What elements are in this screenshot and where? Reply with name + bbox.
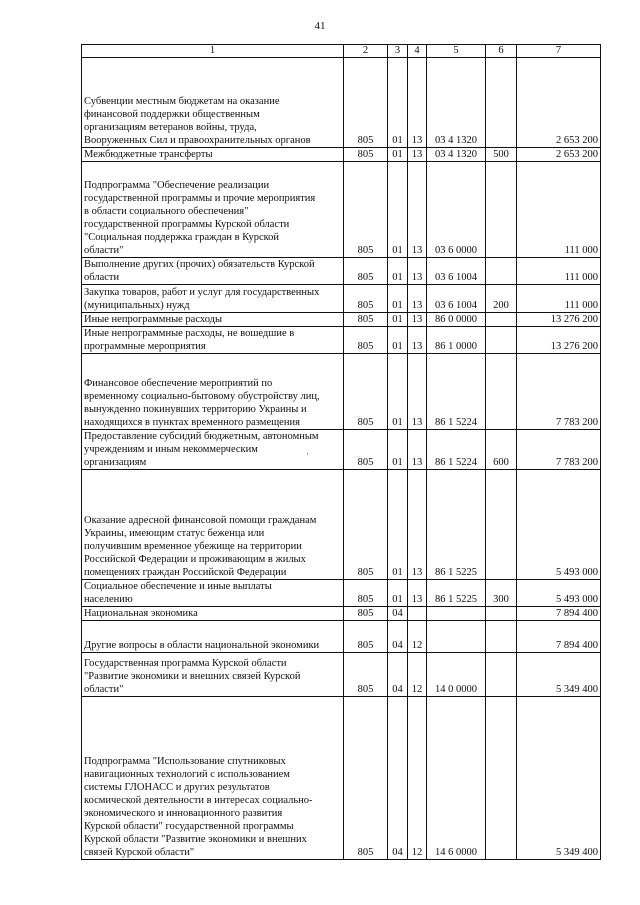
target-article-cell: 86 1 5225 (427, 470, 486, 580)
subsection-code-cell: 13 (408, 313, 427, 327)
target-article-cell: 86 1 5224 (427, 354, 486, 430)
table-row (82, 258, 601, 285)
subsection-code-cell: 13 (408, 148, 427, 162)
table-row (82, 580, 601, 607)
admin-code-cell: 805 (344, 653, 388, 697)
column-header: 7 (517, 45, 601, 58)
admin-code-cell: 805 (344, 258, 388, 285)
amount-cell: 13 276 200 (517, 327, 601, 354)
row-name-cell: Подпрограмма "Обеспечение реализации государственной программы и прочие мероприятия в области социального обеспечения" государственной программы Курской области "Социальная поддержка граждан в Курской области" (82, 162, 344, 258)
target-article-cell: 14 6 0000 (427, 697, 486, 860)
subsection-code-cell: 13 (408, 580, 427, 607)
target-article-cell (427, 607, 486, 621)
row-name-cell: Межбюджетные трансферты (82, 148, 344, 162)
column-header: 5 (427, 45, 486, 58)
admin-code-cell: 805 (344, 58, 388, 148)
column-header: 6 (486, 45, 517, 58)
expense-type-cell: 500 (486, 148, 517, 162)
table-row (82, 470, 601, 580)
target-article-cell: 86 0 0000 (427, 313, 486, 327)
section-code-cell: 04 (388, 621, 408, 653)
table-row (82, 285, 601, 313)
amount-cell: 13 276 200 (517, 313, 601, 327)
expense-type-cell: 300 (486, 580, 517, 607)
expense-type-cell (486, 607, 517, 621)
target-article-cell: 03 6 0000 (427, 162, 486, 258)
target-article-cell: 14 0 0000 (427, 653, 486, 697)
amount-cell: 111 000 (517, 162, 601, 258)
table-row (82, 327, 601, 354)
admin-code-cell: 805 (344, 148, 388, 162)
amount-cell: 111 000 (517, 258, 601, 285)
admin-code-cell: 805 (344, 327, 388, 354)
subsection-code-cell: 13 (408, 470, 427, 580)
section-code-cell: 01 (388, 470, 408, 580)
target-article-cell (427, 621, 486, 653)
expense-type-cell (486, 470, 517, 580)
section-code-cell: 01 (388, 58, 408, 148)
row-name-cell: Подпрограмма "Использование спутниковых навигационных технологий с использованием системы ГЛОНАСС и других результатов космической деятельности в интересах социально- экономического и инновационного развития Курской области" государственной программы Курской области "Развитие экономики и внешних связей Курской области" (82, 697, 344, 860)
amount-cell: 7 783 200 (517, 354, 601, 430)
amount-cell: 2 653 200 (517, 58, 601, 148)
table-row (82, 58, 601, 148)
section-code-cell: 01 (388, 162, 408, 258)
subsection-code-cell: 13 (408, 162, 427, 258)
admin-code-cell: 805 (344, 470, 388, 580)
expense-type-cell (486, 258, 517, 285)
amount-cell: 7 894 400 (517, 621, 601, 653)
row-name-cell: Иные непрограммные расходы (82, 313, 344, 327)
row-name-cell: Оказание адресной финансовой помощи гражданам Украины, имеющим статус беженца или получившим временное убежище на территории Российской Федерации и проживающим в жилых помещениях граждан Российской Федерации (82, 470, 344, 580)
section-code-cell: 01 (388, 258, 408, 285)
amount-cell: 111 000 (517, 285, 601, 313)
header-row (82, 45, 601, 58)
admin-code-cell: 805 (344, 162, 388, 258)
admin-code-cell: 805 (344, 697, 388, 860)
row-name-cell: Финансовое обеспечение мероприятий по временному социально-бытовому обустройству лиц, вынужденно покинувших территорию Украины и находящихся в пунктах временного размещения (82, 354, 344, 430)
table-row (82, 607, 601, 621)
expense-type-cell (486, 621, 517, 653)
table-row (82, 162, 601, 258)
column-header: 3 (388, 45, 408, 58)
target-article-cell: 86 1 5224 (427, 430, 486, 470)
row-name-cell: Закупка товаров, работ и услуг для государственных (муниципальных) нужд (82, 285, 344, 313)
expense-type-cell (486, 354, 517, 430)
subsection-code-cell (408, 607, 427, 621)
section-code-cell: 01 (388, 327, 408, 354)
subsection-code-cell: 13 (408, 285, 427, 313)
target-article-cell: 03 4 1320 (427, 148, 486, 162)
amount-cell: 2 653 200 (517, 148, 601, 162)
section-code-cell: 04 (388, 607, 408, 621)
section-code-cell: 04 (388, 653, 408, 697)
section-code-cell: 04 (388, 697, 408, 860)
subsection-code-cell: 12 (408, 621, 427, 653)
amount-cell: 7 894 400 (517, 607, 601, 621)
row-name-cell: Иные непрограммные расходы, не вошедшие в программные мероприятия (82, 327, 344, 354)
section-code-cell: 01 (388, 354, 408, 430)
amount-cell: 5 349 400 (517, 697, 601, 860)
expense-type-cell (486, 697, 517, 860)
table-row (82, 430, 601, 470)
amount-cell: 7 783 200 (517, 430, 601, 470)
subsection-code-cell: 13 (408, 327, 427, 354)
row-name-cell: Выполнение других (прочих) обязательств Курской области (82, 258, 344, 285)
admin-code-cell: 805 (344, 430, 388, 470)
table-row (82, 653, 601, 697)
expense-type-cell (486, 162, 517, 258)
section-code-cell: 01 (388, 148, 408, 162)
amount-cell: 5 349 400 (517, 653, 601, 697)
stray-mark: ' (307, 452, 309, 460)
section-code-cell: 01 (388, 285, 408, 313)
expense-type-cell (486, 313, 517, 327)
section-code-cell: 01 (388, 580, 408, 607)
table-row (82, 697, 601, 860)
expense-type-cell (486, 58, 517, 148)
section-code-cell: 01 (388, 313, 408, 327)
subsection-code-cell: 13 (408, 258, 427, 285)
subsection-code-cell: 13 (408, 58, 427, 148)
target-article-cell: 03 4 1320 (427, 58, 486, 148)
page-number: 41 (314, 20, 326, 32)
target-article-cell: 86 1 5225 (427, 580, 486, 607)
row-name-cell: Другие вопросы в области национальной экономики (82, 621, 344, 653)
subsection-code-cell: 12 (408, 697, 427, 860)
column-header: 2 (344, 45, 388, 58)
row-name-cell: Государственная программа Курской области "Развитие экономики и внешних связей Курской области" (82, 653, 344, 697)
target-article-cell: 03 6 1004 (427, 285, 486, 313)
subsection-code-cell: 13 (408, 430, 427, 470)
table-row (82, 313, 601, 327)
column-header: 4 (408, 45, 427, 58)
subsection-code-cell: 13 (408, 354, 427, 430)
row-name-cell: Предоставление субсидий бюджетным, автономным учреждениям и иным некоммерческим организациям (82, 430, 344, 470)
amount-cell: 5 493 000 (517, 470, 601, 580)
admin-code-cell: 805 (344, 285, 388, 313)
row-name-cell: Национальная экономика (82, 607, 344, 621)
admin-code-cell: 805 (344, 313, 388, 327)
target-article-cell: 03 6 1004 (427, 258, 486, 285)
expense-type-cell (486, 653, 517, 697)
expense-type-cell: 600 (486, 430, 517, 470)
subsection-code-cell: 12 (408, 653, 427, 697)
admin-code-cell: 805 (344, 607, 388, 621)
section-code-cell: 01 (388, 430, 408, 470)
expense-type-cell (486, 327, 517, 354)
table-row (82, 621, 601, 653)
amount-cell: 5 493 000 (517, 580, 601, 607)
table-row (82, 148, 601, 162)
table-row (82, 354, 601, 430)
admin-code-cell: 805 (344, 580, 388, 607)
expense-type-cell: 200 (486, 285, 517, 313)
admin-code-cell: 805 (344, 354, 388, 430)
admin-code-cell: 805 (344, 621, 388, 653)
budget-table (81, 44, 601, 860)
column-header: 1 (82, 45, 344, 58)
row-name-cell: Субвенции местным бюджетам на оказание финансовой поддержки общественным организациям ветеранов войны, труда, Вооруженных Сил и правоохранительных органов (82, 58, 344, 148)
target-article-cell: 86 1 0000 (427, 327, 486, 354)
row-name-cell: Социальное обеспечение и иные выплаты населению (82, 580, 344, 607)
